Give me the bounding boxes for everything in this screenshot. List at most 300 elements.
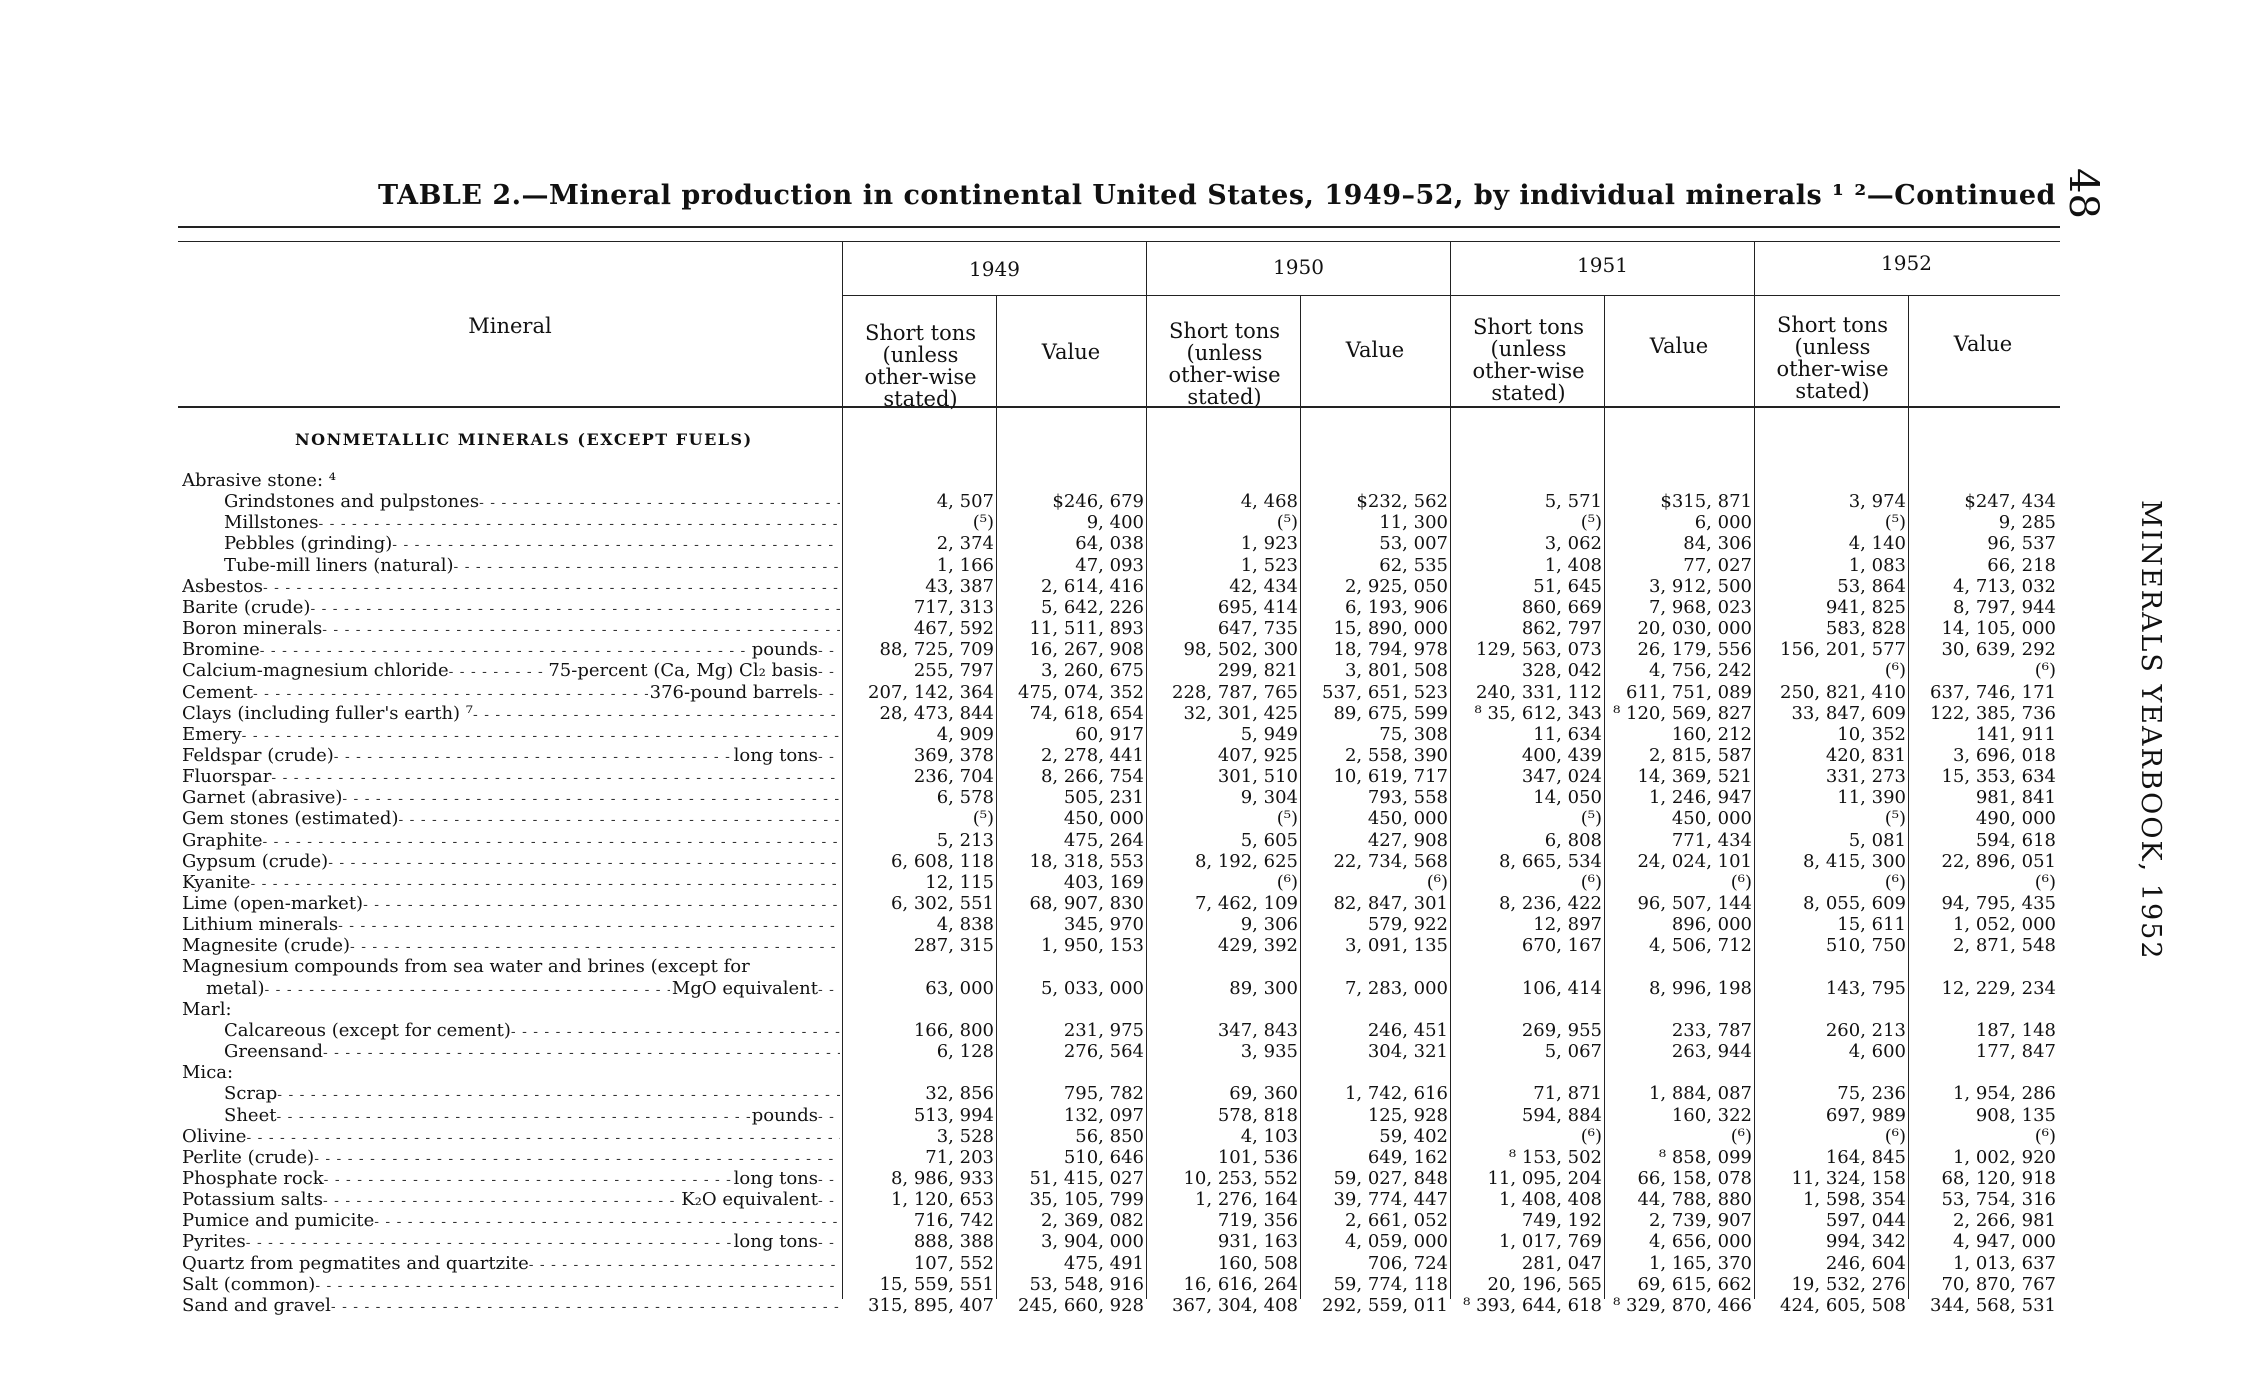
tons-cell: 10, 253, 552 xyxy=(1183,1167,1298,1189)
value-cell: 53, 754, 316 xyxy=(1941,1189,2056,1211)
leader-dots xyxy=(315,1276,840,1297)
tons-cell: 11, 324, 158 xyxy=(1791,1167,1906,1189)
value-cell: 68, 907, 830 xyxy=(1029,893,1144,914)
mineral-name: Gem stones (estimated) xyxy=(182,808,399,830)
tons-cell: 4, 838 xyxy=(936,914,994,936)
tons-cell: ⁸ 393, 644, 618 xyxy=(1463,1294,1602,1316)
value-cell: 69, 615, 662 xyxy=(1637,1273,1752,1295)
value-cell: 20, 030, 000 xyxy=(1637,618,1752,640)
tons-cell: 71, 203 xyxy=(925,1146,994,1168)
value-cell: 908, 135 xyxy=(1975,1104,2056,1126)
value-cell: 246, 451 xyxy=(1367,1019,1448,1041)
value-cell: 1, 165, 370 xyxy=(1648,1252,1752,1274)
mineral-label xyxy=(182,1126,840,1149)
value-cell: 56, 850 xyxy=(1075,1125,1144,1147)
leader-dots xyxy=(338,916,840,937)
tons-cell: 420, 831 xyxy=(1825,744,1906,766)
value-cell: 9, 400 xyxy=(1086,512,1144,534)
tons-cell: 719, 356 xyxy=(1217,1210,1298,1232)
mineral-label xyxy=(224,1041,840,1064)
tons-cell: 647, 735 xyxy=(1217,618,1298,640)
tons-cell: (⁶) xyxy=(1884,871,1906,893)
tons-cell: 28, 473, 844 xyxy=(879,702,994,724)
table-row xyxy=(0,914,2100,935)
tons-cell: 4, 909 xyxy=(936,723,994,745)
mineral-name: Phosphate rock xyxy=(182,1167,324,1189)
tons-cell: 8, 415, 300 xyxy=(1802,850,1906,872)
value-cell: $247, 434 xyxy=(1964,491,2056,513)
leader-dots xyxy=(263,578,840,599)
table-row xyxy=(0,470,2100,491)
tons-cell: 6, 128 xyxy=(936,1041,994,1063)
leader-dots xyxy=(818,662,840,683)
section-title: NONMETALLIC MINERALS (EXCEPT FUELS) xyxy=(295,430,753,449)
leader-dots xyxy=(392,535,840,556)
value-cell: 276, 564 xyxy=(1063,1041,1144,1063)
value-cell: 2, 871, 548 xyxy=(1952,935,2056,957)
tons-cell: 6, 578 xyxy=(936,787,994,809)
tons-cell: 5, 067 xyxy=(1544,1041,1602,1063)
value-cell: 706, 724 xyxy=(1367,1252,1448,1274)
value-cell: 70, 870, 767 xyxy=(1941,1273,2056,1295)
value-cell: 403, 169 xyxy=(1063,871,1144,893)
value-cell: 3, 091, 135 xyxy=(1344,935,1448,957)
mineral-name: Lithium minerals xyxy=(182,914,339,936)
value-cell: 579, 922 xyxy=(1367,914,1448,936)
tons-cell: (⁶) xyxy=(1580,871,1602,893)
tons-cell: (⁵) xyxy=(972,808,994,830)
leader-dots xyxy=(818,1233,840,1254)
tons-cell: 347, 024 xyxy=(1521,766,1602,788)
value-cell: 11, 511, 893 xyxy=(1029,618,1144,640)
leader-dots xyxy=(363,895,840,916)
mineral-name: Pyrites xyxy=(182,1231,246,1253)
tons-cell: 6, 808 xyxy=(1544,829,1602,851)
unit-label: K₂O equivalent xyxy=(681,1189,818,1211)
leader-dots xyxy=(818,641,840,662)
tons-cell: 5, 949 xyxy=(1240,723,1298,745)
value-cell: 795, 782 xyxy=(1063,1083,1144,1105)
mineral-name: Salt (common) xyxy=(182,1273,316,1295)
mineral-name: Pebbles (grinding) xyxy=(224,533,393,555)
table-row xyxy=(0,491,2100,512)
year-header-1950: 1950 xyxy=(1273,255,1324,279)
value-cell: 125, 928 xyxy=(1367,1104,1448,1126)
value-cell: 75, 308 xyxy=(1379,723,1448,745)
year-header-1951: 1951 xyxy=(1577,253,1628,277)
tons-cell: 597, 044 xyxy=(1825,1210,1906,1232)
value-cell: 6, 193, 906 xyxy=(1344,596,1448,618)
tons-cell: 5, 571 xyxy=(1544,491,1602,513)
mineral-label xyxy=(182,1210,840,1233)
tons-cell: 9, 304 xyxy=(1240,787,1298,809)
table-row xyxy=(0,1105,2100,1126)
page-number: 48 xyxy=(2060,168,2106,219)
tons-cell: 7, 462, 109 xyxy=(1194,893,1298,914)
leader-dots xyxy=(271,768,840,789)
tons-cell: 89, 300 xyxy=(1229,977,1298,999)
value-cell: 84, 306 xyxy=(1683,533,1752,555)
table-row xyxy=(0,1295,2100,1316)
table-row xyxy=(0,660,2100,681)
tons-cell: 101, 536 xyxy=(1217,1146,1298,1168)
tons-cell: 716, 742 xyxy=(913,1210,994,1232)
value-cell: 2, 614, 416 xyxy=(1040,575,1144,597)
value-cell: 2, 815, 587 xyxy=(1648,744,1752,766)
table-row xyxy=(0,1189,2100,1210)
value-cell: 4, 756, 242 xyxy=(1648,660,1752,682)
unit-label: 376-pound barrels xyxy=(649,681,818,703)
tons-cell: 107, 552 xyxy=(913,1252,994,1274)
leader-dots xyxy=(818,1170,840,1191)
unit-label: pounds xyxy=(751,639,818,661)
table-row xyxy=(0,576,2100,597)
value-header-1950: Value xyxy=(1345,338,1405,362)
value-cell: (⁶) xyxy=(2034,660,2056,682)
value-cell: 2, 925, 050 xyxy=(1344,575,1448,597)
mineral-label xyxy=(182,597,840,620)
tons-cell: 8, 236, 422 xyxy=(1498,893,1602,914)
leader-dots xyxy=(264,980,669,1001)
tons-cell: 9, 306 xyxy=(1240,914,1298,936)
unit-label: pounds xyxy=(751,1104,818,1126)
value-cell: 15, 890, 000 xyxy=(1333,618,1448,640)
value-cell: 245, 660, 928 xyxy=(1018,1294,1144,1316)
tons-cell: 240, 331, 112 xyxy=(1476,681,1602,703)
value-cell: 7, 283, 000 xyxy=(1344,977,1448,999)
value-cell: 12, 229, 234 xyxy=(1941,977,2056,999)
mineral-label xyxy=(182,935,840,958)
tons-cell: 42, 434 xyxy=(1229,575,1298,597)
tons-cell: 260, 213 xyxy=(1825,1019,1906,1041)
value-cell: 2, 558, 390 xyxy=(1344,744,1448,766)
mineral-name: Gypsum (crude) xyxy=(182,850,329,872)
mineral-name: Lime (open-market) xyxy=(182,893,364,914)
value-cell: 22, 896, 051 xyxy=(1941,850,2056,872)
tons-cell: 8, 986, 933 xyxy=(890,1167,994,1189)
value-cell: 16, 267, 908 xyxy=(1029,639,1144,661)
leader-dots xyxy=(342,789,840,810)
value-cell: 896, 000 xyxy=(1671,914,1752,936)
value-cell: 141, 911 xyxy=(1975,723,2056,745)
tons-cell: 11, 095, 204 xyxy=(1487,1167,1602,1189)
value-cell: 3, 904, 000 xyxy=(1040,1231,1144,1253)
mineral-name: Magnesite (crude) xyxy=(182,935,351,957)
value-cell: 1, 013, 637 xyxy=(1952,1252,2056,1274)
table-row xyxy=(0,851,2100,872)
mineral-name: Garnet (abrasive) xyxy=(182,787,343,809)
tons-cell: 1, 408, 408 xyxy=(1498,1189,1602,1211)
tons-cell: 510, 750 xyxy=(1825,935,1906,957)
tons-cell: 43, 387 xyxy=(925,575,994,597)
tons-cell: 32, 856 xyxy=(925,1083,994,1105)
tons-cell: 429, 392 xyxy=(1217,935,1298,957)
value-cell: 77, 027 xyxy=(1683,554,1752,576)
mineral-name: Grindstones and pulpstones xyxy=(224,491,480,513)
value-cell: 2, 266, 981 xyxy=(1952,1210,2056,1232)
table-row xyxy=(0,745,2100,766)
value-cell: 263, 944 xyxy=(1671,1041,1752,1063)
mineral-name: Asbestos xyxy=(182,575,263,597)
tons-cell: 106, 414 xyxy=(1521,977,1602,999)
leader-dots xyxy=(331,1297,840,1318)
value-cell: 450, 000 xyxy=(1671,808,1752,830)
mineral-label xyxy=(182,956,842,977)
mineral-label xyxy=(206,978,840,1001)
tons-cell: 1, 523 xyxy=(1240,554,1298,576)
table-row xyxy=(0,1041,2100,1062)
mineral-name: Millstones xyxy=(224,512,319,534)
value-cell: 771, 434 xyxy=(1671,829,1752,851)
tons-cell: (⁶) xyxy=(1580,1125,1602,1147)
value-cell: 74, 618, 654 xyxy=(1029,702,1144,724)
leader-dots xyxy=(818,747,840,768)
value-cell: 1, 246, 947 xyxy=(1648,787,1752,809)
value-cell: 231, 975 xyxy=(1063,1019,1144,1041)
tons-cell: 11, 390 xyxy=(1837,787,1906,809)
value-cell: $246, 679 xyxy=(1052,491,1144,513)
tons-cell: 1, 017, 769 xyxy=(1498,1231,1602,1253)
value-cell: 4, 506, 712 xyxy=(1648,935,1752,957)
tons-cell: 255, 797 xyxy=(913,660,994,682)
tons-cell: 6, 608, 118 xyxy=(890,850,994,872)
tons-cell: 3, 974 xyxy=(1848,491,1906,513)
mineral-label xyxy=(182,830,840,853)
value-cell: 4, 656, 000 xyxy=(1648,1231,1752,1253)
table-row xyxy=(0,1062,2100,1083)
tons-cell: 931, 163 xyxy=(1217,1231,1298,1253)
leader-dots xyxy=(246,1233,732,1254)
leader-dots xyxy=(473,705,840,726)
value-cell: 187, 148 xyxy=(1975,1019,2056,1041)
value-cell: 6, 000 xyxy=(1694,512,1752,534)
table-row xyxy=(0,808,2100,829)
value-cell: 490, 000 xyxy=(1975,808,2056,830)
tons-header-1950: Short tons (unless other-wise stated) xyxy=(1168,319,1281,409)
leader-dots xyxy=(334,747,732,768)
value-cell: 233, 787 xyxy=(1671,1019,1752,1041)
value-cell: 5, 033, 000 xyxy=(1040,977,1144,999)
mineral-label xyxy=(224,512,840,535)
tons-cell: 19, 532, 276 xyxy=(1791,1273,1906,1295)
tons-cell: (⁵) xyxy=(1276,808,1298,830)
table-row xyxy=(0,512,2100,533)
leader-dots xyxy=(242,726,840,747)
mineral-label xyxy=(182,808,840,831)
value-cell: 64, 038 xyxy=(1075,533,1144,555)
tons-cell: 5, 081 xyxy=(1848,829,1906,851)
value-cell: 68, 120, 918 xyxy=(1941,1167,2056,1189)
mineral-label xyxy=(182,703,840,726)
mineral-label xyxy=(224,555,840,578)
table-row xyxy=(0,1231,2100,1252)
value-cell: 3, 696, 018 xyxy=(1952,744,2056,766)
value-cell: 637, 746, 171 xyxy=(1930,681,2056,703)
tons-cell: 4, 103 xyxy=(1240,1125,1298,1147)
value-cell: 1, 950, 153 xyxy=(1040,935,1144,957)
tons-cell: 578, 818 xyxy=(1217,1104,1298,1126)
mineral-name: Feldspar (crude) xyxy=(182,744,334,766)
value-cell: (⁶) xyxy=(1730,871,1752,893)
tons-cell: 69, 360 xyxy=(1229,1083,1298,1105)
tons-cell: 143, 795 xyxy=(1825,977,1906,999)
tons-cell: 164, 845 xyxy=(1825,1146,1906,1168)
tons-cell: 467, 592 xyxy=(913,618,994,640)
value-cell: 30, 639, 292 xyxy=(1941,639,2056,661)
tons-cell: 315, 895, 407 xyxy=(868,1294,994,1316)
value-cell: 345, 970 xyxy=(1063,914,1144,936)
tons-cell: ⁸ 153, 502 xyxy=(1508,1146,1602,1168)
value-cell: 177, 847 xyxy=(1975,1041,2056,1063)
value-cell: 18, 318, 553 xyxy=(1029,850,1144,872)
leader-dots xyxy=(479,493,840,514)
value-cell: 39, 774, 447 xyxy=(1333,1189,1448,1211)
value-cell: 59, 027, 848 xyxy=(1333,1167,1448,1189)
table-row xyxy=(0,724,2100,745)
value-cell: 14, 105, 000 xyxy=(1941,618,2056,640)
tons-cell: 513, 994 xyxy=(913,1104,994,1126)
tons-cell: 228, 787, 765 xyxy=(1172,681,1298,703)
tons-cell: 4, 140 xyxy=(1848,533,1906,555)
leader-dots xyxy=(253,684,648,705)
table-row xyxy=(0,1126,2100,1147)
tons-cell: 207, 142, 364 xyxy=(868,681,994,703)
mineral-name: Pumice and pumicite xyxy=(182,1210,375,1232)
mineral-name: Mica: xyxy=(182,1062,234,1084)
leader-dots xyxy=(818,980,840,1001)
leader-dots xyxy=(250,874,840,895)
value-cell: 3, 912, 500 xyxy=(1648,575,1752,597)
value-cell: 510, 646 xyxy=(1063,1146,1144,1168)
value-cell: 18, 794, 978 xyxy=(1333,639,1448,661)
value-cell: $232, 562 xyxy=(1356,491,1448,513)
mineral-label xyxy=(224,1083,840,1106)
table-row xyxy=(0,1253,2100,1274)
unit-label: long tons xyxy=(733,1167,818,1189)
tons-cell: 3, 062 xyxy=(1544,533,1602,555)
tons-cell: 862, 797 xyxy=(1521,618,1602,640)
mineral-name: Emery xyxy=(182,723,242,745)
value-cell: 24, 024, 101 xyxy=(1637,850,1752,872)
value-cell: (⁶) xyxy=(2034,1125,2056,1147)
tons-cell: 156, 201, 577 xyxy=(1780,639,1906,661)
tons-cell: 71, 871 xyxy=(1533,1083,1602,1105)
tons-cell: 250, 821, 410 xyxy=(1780,681,1906,703)
leader-dots xyxy=(277,1085,840,1106)
mineral-name: Sheet xyxy=(224,1104,277,1126)
value-cell: 59, 402 xyxy=(1379,1125,1448,1147)
leader-dots xyxy=(310,599,840,620)
mineral-label xyxy=(182,766,840,789)
mineral-label xyxy=(182,576,840,599)
leader-dots xyxy=(449,662,547,683)
tons-cell: 15, 559, 551 xyxy=(879,1273,994,1295)
value-cell: 475, 491 xyxy=(1063,1252,1144,1274)
tons-header-1951: Short tons (unless other-wise stated) xyxy=(1472,315,1585,405)
value-cell: 8, 266, 754 xyxy=(1040,766,1144,788)
mineral-name: Cement xyxy=(182,681,253,703)
value-cell: ⁸ 858, 099 xyxy=(1658,1146,1752,1168)
value-header-1952: Value xyxy=(1953,332,2013,356)
mineral-name: Abrasive stone: ⁴ xyxy=(182,470,336,491)
tons-cell: 281, 047 xyxy=(1521,1252,1602,1274)
tons-cell: 3, 528 xyxy=(936,1125,994,1147)
value-cell: 60, 917 xyxy=(1075,723,1144,745)
tons-cell: 75, 236 xyxy=(1837,1083,1906,1105)
value-cell: 2, 278, 441 xyxy=(1040,744,1144,766)
value-cell: 122, 385, 736 xyxy=(1930,702,2056,724)
value-cell: 537, 651, 523 xyxy=(1322,681,1448,703)
tons-cell: (⁵) xyxy=(1580,512,1602,534)
tons-cell: (⁵) xyxy=(1884,808,1906,830)
value-cell: 11, 300 xyxy=(1379,512,1448,534)
tons-cell: 1, 083 xyxy=(1848,554,1906,576)
tons-cell: 287, 315 xyxy=(913,935,994,957)
table-row xyxy=(0,893,2100,914)
leader-dots xyxy=(454,557,840,578)
mineral-label xyxy=(182,872,840,895)
tons-cell: 888, 388 xyxy=(913,1231,994,1253)
tons-cell: 400, 439 xyxy=(1521,744,1602,766)
tons-cell: (⁵) xyxy=(1884,512,1906,534)
value-cell: 1, 954, 286 xyxy=(1952,1083,2056,1105)
value-cell: 475, 264 xyxy=(1063,829,1144,851)
tons-cell: 424, 605, 508 xyxy=(1780,1294,1906,1316)
tons-cell: 670, 167 xyxy=(1521,935,1602,957)
leader-dots xyxy=(314,1149,840,1170)
table-row xyxy=(0,766,2100,787)
tons-cell: 129, 563, 073 xyxy=(1476,639,1602,661)
leader-dots xyxy=(324,1170,732,1191)
table-row xyxy=(0,956,2100,977)
value-cell: 304, 321 xyxy=(1367,1041,1448,1063)
mineral-label xyxy=(182,999,842,1020)
tons-cell: 1, 923 xyxy=(1240,533,1298,555)
tons-cell: 1, 120, 653 xyxy=(890,1189,994,1211)
mineral-label xyxy=(182,914,840,937)
tons-cell: 3, 935 xyxy=(1240,1041,1298,1063)
tons-cell: 53, 864 xyxy=(1837,575,1906,597)
tons-header-1949: Short tons (unless other-wise stated) xyxy=(864,321,977,411)
value-cell: ⁸ 329, 870, 466 xyxy=(1613,1294,1752,1316)
mineral-name: Kyanite xyxy=(182,871,251,893)
value-cell: 96, 537 xyxy=(1987,533,2056,555)
value-cell: 53, 007 xyxy=(1379,533,1448,555)
tons-cell: 994, 342 xyxy=(1825,1231,1906,1253)
tons-cell: 6, 302, 551 xyxy=(890,893,994,914)
tons-cell: 4, 600 xyxy=(1848,1041,1906,1063)
mineral-label xyxy=(182,851,840,874)
leader-dots xyxy=(276,1107,749,1128)
table-row xyxy=(0,787,2100,808)
tons-cell: 98, 502, 300 xyxy=(1183,639,1298,661)
mineral-label xyxy=(182,1168,840,1191)
value-cell: 3, 260, 675 xyxy=(1040,660,1144,682)
tons-cell: (⁶) xyxy=(1884,1125,1906,1147)
value-cell: 47, 093 xyxy=(1075,554,1144,576)
leader-dots xyxy=(262,832,840,853)
mineral-name: Calcium-magnesium chloride xyxy=(182,660,449,682)
leader-dots xyxy=(374,1212,840,1233)
mineral-name: Fluorspar xyxy=(182,766,272,788)
tons-cell: 16, 616, 264 xyxy=(1183,1273,1298,1295)
unit-label: long tons xyxy=(733,1231,818,1253)
mineral-label xyxy=(182,745,840,768)
value-cell: 59, 774, 118 xyxy=(1333,1273,1448,1295)
mineral-label xyxy=(182,660,840,683)
value-cell: 505, 231 xyxy=(1063,787,1144,809)
mineral-name: Potassium salts xyxy=(182,1189,323,1211)
